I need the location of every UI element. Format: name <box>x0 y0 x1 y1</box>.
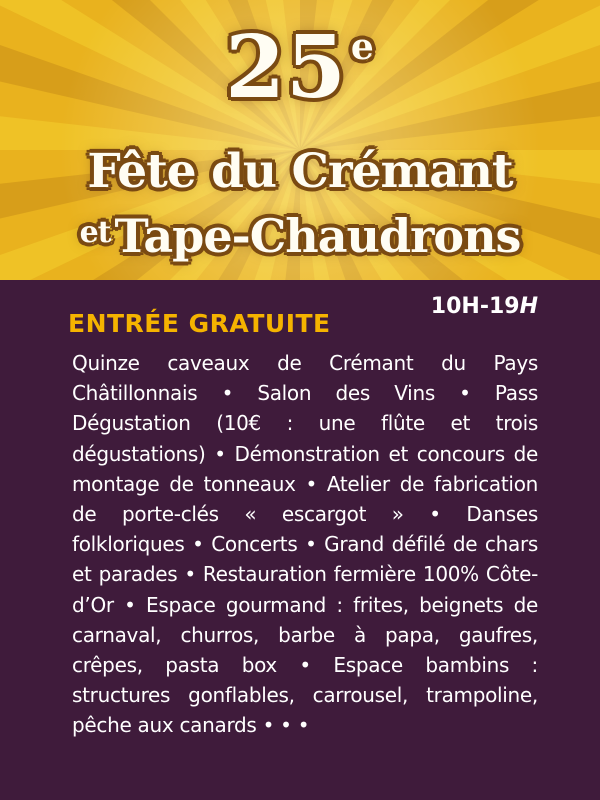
edition-number <box>0 17 600 118</box>
hours-tail: H <box>519 294 538 319</box>
entry-label: ENTRÉE GRATUITE <box>68 309 331 338</box>
hours-main: 10H-19 <box>430 294 520 319</box>
edition-digits: 25 <box>225 17 347 118</box>
event-title-line2 <box>0 206 600 273</box>
header-sunburst <box>0 0 600 280</box>
info-panel <box>0 280 600 800</box>
title-line2-text: Tape-Chaudrons <box>114 209 521 263</box>
edition-suffix: e <box>350 26 375 68</box>
opening-hours <box>431 294 538 320</box>
title-prefix: et <box>79 215 111 250</box>
event-description: Quinze caveaux de Crémant du Pays Châtillonnais • Salon des Vins • Pass Dégustation (10€ : une flûte et trois dégustations) • Démonstration et concours de montage de tonneaux • Atelier de fabrication de porte-clés « escargot » • Danses folkloriques • Concerts • Grand défilé de chars et parades • Restauration fermière 100% Côte-d’Or • Espace gourmand : frites, beignets de carnaval, churros, barbe à papa, gaufres, crêpes, pasta box • Espace bambins : structures gonflables, carrousel, trampoline, pêche aux canards • • • <box>72 351 538 738</box>
event-title-line1: Fête du Crémant <box>87 144 513 199</box>
